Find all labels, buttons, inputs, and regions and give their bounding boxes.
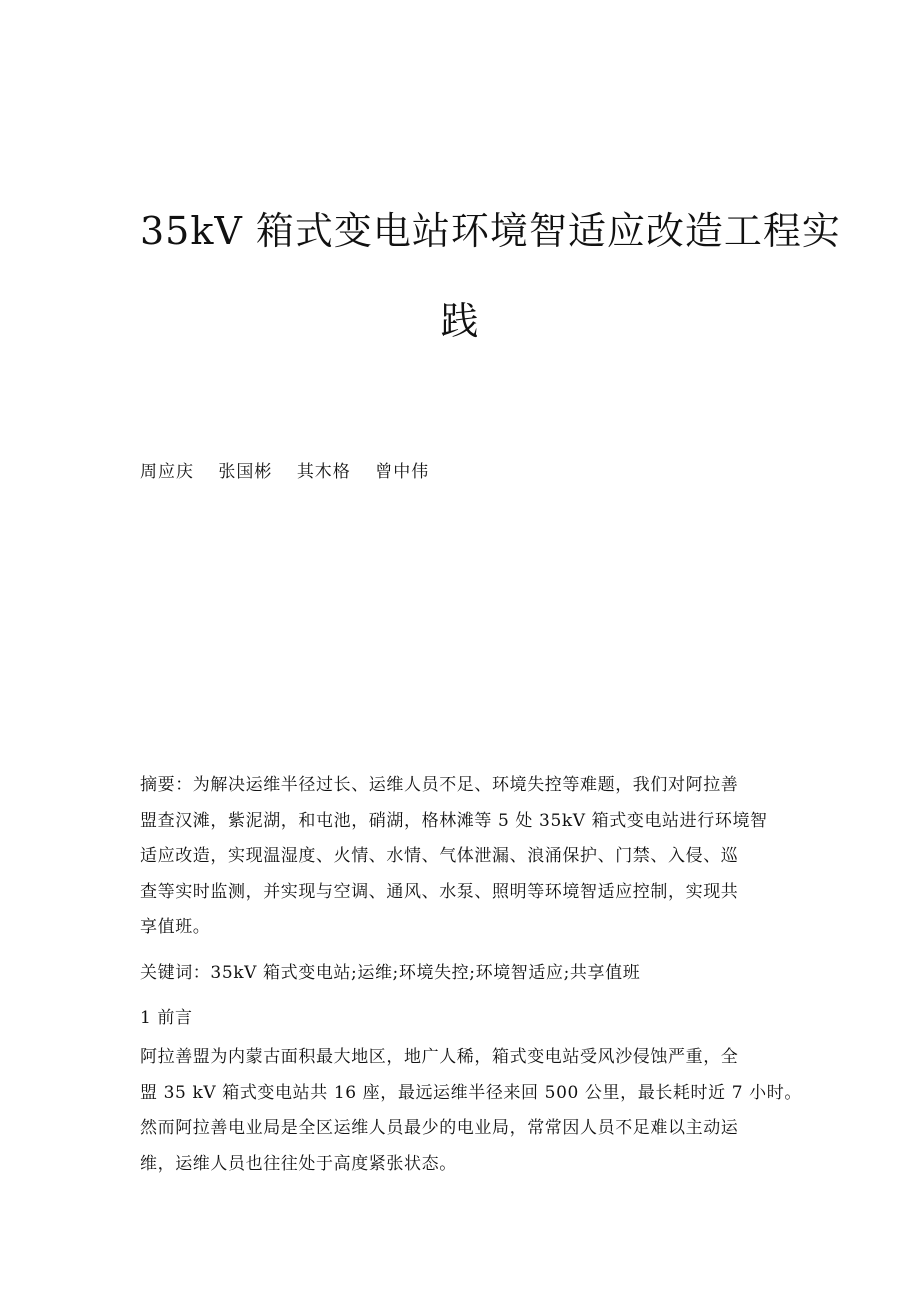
abstract-paragraph <box>140 768 780 946</box>
abstract-line: 查等实时监测，并实现与空调、通风、水泵、照明等环境智适应控制，实现共 <box>140 881 739 902</box>
intro-line: 盟 35 kV 箱式变电站共 16 座，最远运维半径来回 500 公里，最长耗时近 7 小时。 <box>140 1082 802 1103</box>
keywords-text: 关键词：35kV 箱式变电站;运维;环境失控;环境智适应;共享值班 <box>140 963 641 983</box>
author-name: 曾中伟 <box>375 462 430 482</box>
intro-line: 维，运维人员也往往处于高度紧张状态。 <box>140 1153 457 1174</box>
author-name: 其木格 <box>296 462 351 482</box>
section-heading <box>140 1001 780 1037</box>
abstract-line: 享值班。 <box>140 917 211 937</box>
author-name: 张国彬 <box>218 462 273 482</box>
abstract-line: 适应改造，实现温湿度、火情、水情、气体泄漏、浪涌保护、门禁、入侵、巡 <box>140 846 739 866</box>
document-title <box>140 186 841 366</box>
title-line: 35kV 箱式变电站环境智适应改造工程实 <box>140 209 841 253</box>
author-name: 周应庆 <box>140 462 194 482</box>
author-list <box>140 460 447 484</box>
keywords-line <box>140 956 780 992</box>
intro-line: 阿拉善盟为内蒙古面积最大地区，地广人稀，箱式变电站受风沙侵蚀严重，全 <box>140 1047 739 1067</box>
intro-paragraph <box>140 1040 802 1182</box>
title-line: 践 <box>440 299 480 343</box>
section-heading-text: 1 前言 <box>140 1008 193 1028</box>
intro-line: 然而阿拉善电业局是全区运维人员最少的电业局，常常因人员不足难以主动运 <box>140 1118 739 1138</box>
abstract-line: 摘要：为解决运维半径过长、运维人员不足、环境失控等难题，我们对阿拉善 <box>140 775 739 795</box>
abstract-line: 盟查汉滩，紫泥湖，和屯池，硝湖，格林滩等 5 处 35kV 箱式变电站进行环境智 <box>140 810 768 831</box>
